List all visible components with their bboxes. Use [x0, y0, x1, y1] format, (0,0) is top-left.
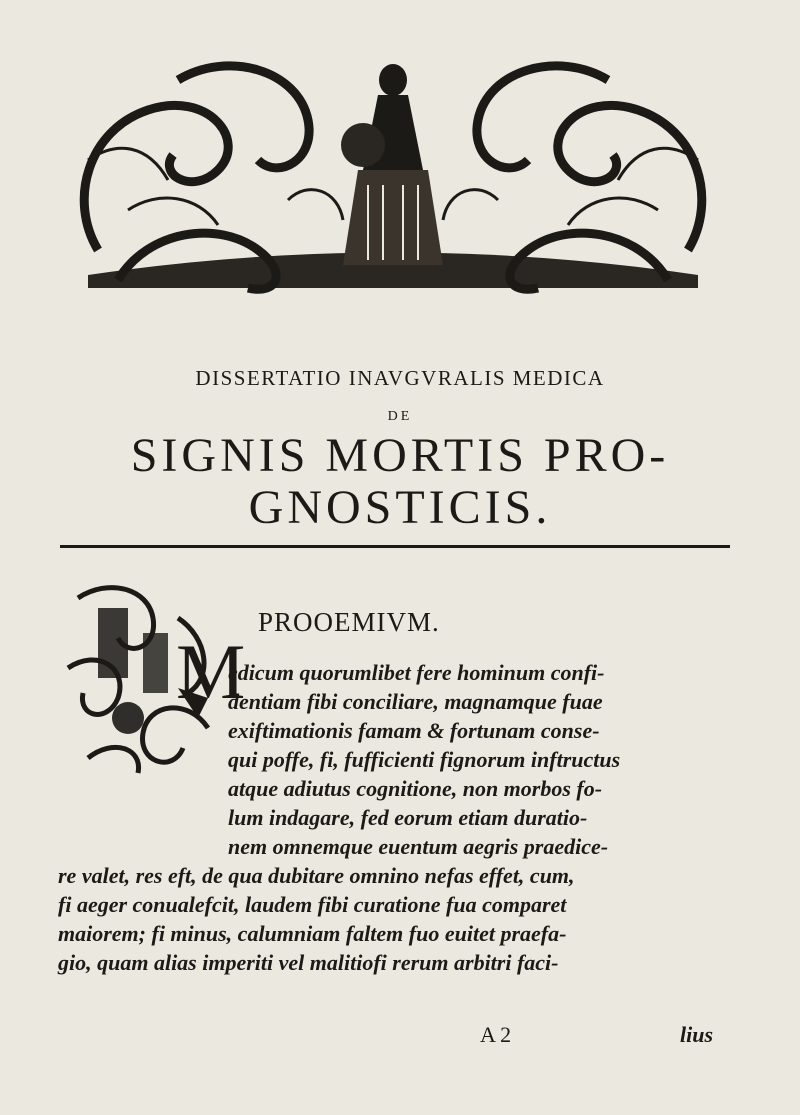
body-line: gio, quam alias imperiti vel malitiofi rerum arbitri faci- — [58, 950, 559, 975]
initial-letter: M — [176, 628, 246, 715]
body-line: nem omnemque euentum aegris praedice- — [228, 834, 609, 859]
horizontal-rule — [60, 545, 730, 548]
ornamental-initial-m-icon — [58, 578, 246, 783]
body-line: fi aeger conualefcit, laudem fibi curatione fua comparet — [58, 892, 567, 917]
body-line: lum indagare, fed eorum etiam duratio- — [228, 805, 588, 830]
title-main-line2: GNOSTICIS. — [248, 481, 552, 534]
body-line: edicum quorumlibet fere hominum confi- — [228, 660, 605, 685]
body-line: atque adiutus cognitione, non morbos fo- — [228, 776, 603, 801]
body-line: maiorem; fi minus, calumniam faltem fuo euitet praefa- — [58, 921, 567, 946]
body-line: exiftimationis famam & fortunam conse- — [228, 718, 600, 743]
title-main-line1: SIGNIS MORTIS PRO- — [130, 429, 670, 482]
body-line: dentiam fibi conciliare, magnamque fuae — [228, 689, 603, 714]
title-de: DE — [387, 409, 413, 424]
catchword: lius — [680, 1022, 714, 1047]
section-heading: PROOEMIVM. — [258, 607, 440, 637]
body-line: qui poffe, fi, fufficienti fignorum inftructus — [228, 747, 621, 772]
body-line: re valet, res eft, de qua dubitare omnino nefas effet, cum, — [58, 863, 575, 888]
signature-mark: A 2 — [480, 1022, 512, 1047]
title-line-dissertatio: DISSERTATIO INAVGVRALIS MEDICA — [195, 366, 605, 390]
floral-headpiece-with-figure-icon — [58, 50, 728, 300]
